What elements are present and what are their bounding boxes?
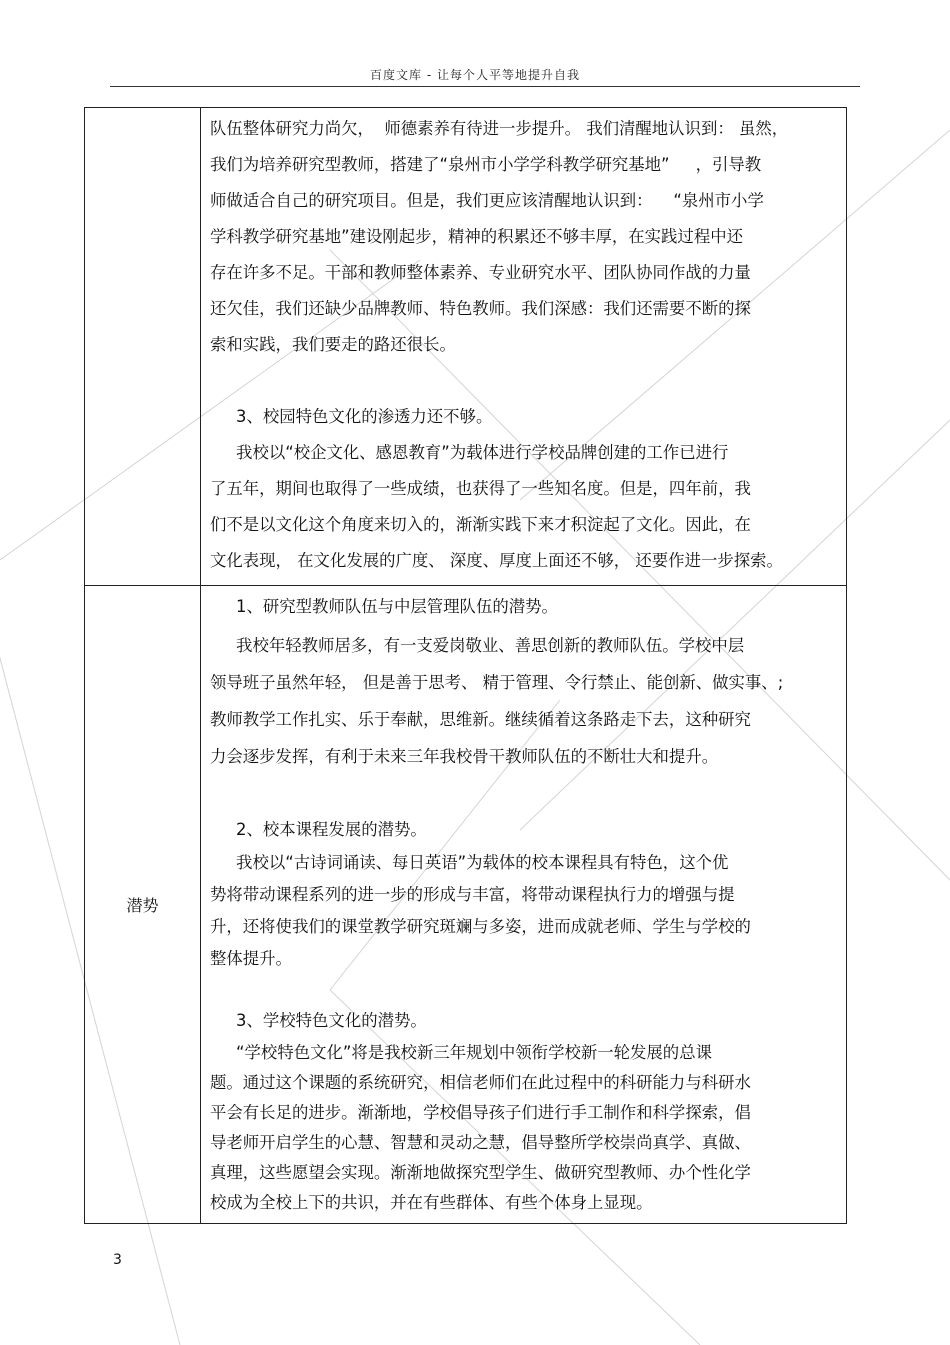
text-line: 整体提升。: [210, 949, 292, 968]
text-line: 我校以“校企文化、感恩教育”为载体进行学校品牌创建的工作已进行: [210, 443, 729, 462]
text-line: 领导班子虽然年轻， 但是善于思考、 精于管理、令行禁止、能创新、做实事、;: [210, 673, 784, 692]
row-label: [85, 108, 201, 585]
text-line: 真理，这些愿望会实现。渐渐地做探究型学生、做研究型教师、办个性化学: [210, 1163, 751, 1182]
row-content: [201, 108, 846, 591]
content-table: [84, 107, 847, 1224]
text-line: 力会逐步发挥，有利于未来三年我校骨干教师队伍的不断壮大和提升。: [210, 747, 719, 766]
text-line: 教师教学工作扎实、乐于奉献，思维新。继续循着这条路走下去，这种研究: [210, 710, 751, 729]
text-line: 校成为全校上下的共识，并在有些群体、有些个体身上显现。: [210, 1193, 653, 1212]
text-line: 存在许多不足。干部和教师整体素养、专业研究水平、团队协同作战的力量: [210, 263, 751, 282]
text-line: “学校特色文化”将是我校新三年规划中领衔学校新一轮发展的总课: [210, 1043, 712, 1062]
text-line: 我校年轻教师居多，有一支爱岗敬业、善思创新的教师队伍。学校中层: [210, 636, 745, 655]
text-line: 题。通过这个课题的系统研究，相信老师们在此过程中的科研能力与科研水: [210, 1073, 751, 1092]
text-line: 3、校园特色文化的渗透力还不够。: [210, 407, 493, 426]
text-line: 势将带动课程系列的进一步的形成与丰富，将带动课程执行力的增强与提: [210, 885, 735, 904]
text-line: 1、研究型教师队伍与中层管理队伍的潜势。: [210, 597, 558, 616]
row-label-potential: 潜势: [85, 586, 201, 1223]
text-line: 平会有长足的进步。渐渐地，学校倡导孩子们进行手工制作和科学探索，倡: [210, 1103, 751, 1122]
text-line: 2、校本课程发展的潜势。: [210, 820, 427, 839]
header-rule: [110, 86, 860, 87]
page-header: 百度文库 - 让每个人平等地提升自我: [370, 68, 580, 82]
text-line: [210, 976, 840, 1006]
text-line: [210, 366, 840, 402]
text-line: [210, 779, 840, 815]
table-row: [85, 586, 846, 1223]
text-line: 师做适合自己的研究项目。但是，我们更应该清醒地认识到： “泉州市小学: [210, 191, 764, 210]
text-line: 3、学校特色文化的潜势。: [210, 1011, 427, 1030]
text-line: 队伍整体研究力尚欠， 师德素养有待进一步提升。 我们清醒地认识到： 虽然，: [210, 119, 789, 138]
text-line: 我们为培养研究型教师，搭建了“泉州市小学学科教学研究基地” ，引导教: [210, 155, 762, 174]
text-line: 了五年，期间也取得了一些成绩，也获得了一些知名度。但是，四年前，我: [210, 479, 751, 498]
text-line: 学科教学研究基地”建设刚起步，精神的积累还不够丰厚，在实践过程中还: [210, 227, 743, 246]
text-line: 们不是以文化这个角度来切入的，渐渐实践下来才积淀起了文化。因此，在: [210, 515, 751, 534]
text-line: 升，还将使我们的课堂教学研究斑斓与多姿，进而成就老师、学生与学校的: [210, 917, 751, 936]
text-line: 还欠佳，我们还缺少品牌教师、特色教师。我们深感：我们还需要不断的探: [210, 299, 751, 318]
text-line: 索和实践，我们要走的路还很长。: [210, 335, 456, 354]
table-row: [85, 108, 846, 586]
page-number: 3: [113, 1252, 122, 1268]
text-line: 文化表现， 在文化发展的广度、 深度、厚度上面还不够， 还要作进一步探索。: [210, 551, 783, 570]
row-content: [201, 586, 846, 1223]
text-line: 导老师开启学生的心慧、智慧和灵动之慧，倡导整所学校崇尚真学、真做、: [210, 1133, 751, 1152]
text-line: 我校以“古诗词诵读、每日英语”为载体的校本课程具有特色，这个优: [210, 853, 729, 872]
